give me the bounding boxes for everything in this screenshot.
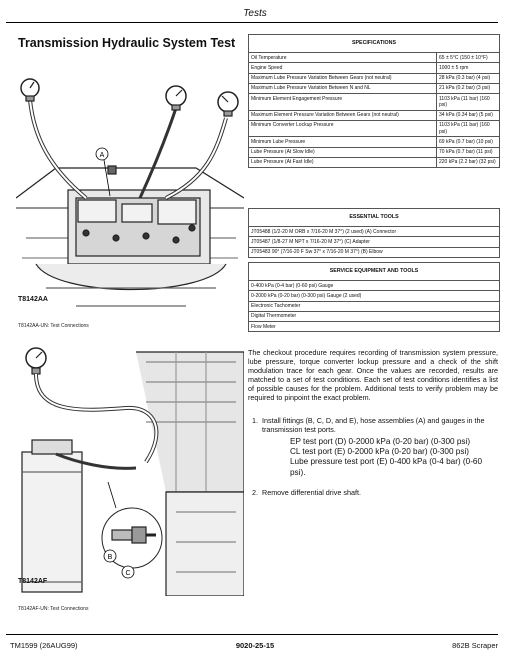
spec-value: 69 kPa (0.7 bar) (10 psi) bbox=[437, 137, 500, 147]
step-number: 1. bbox=[252, 416, 258, 425]
callout-label: A bbox=[99, 152, 105, 159]
spec-name: Lube Pressure (At Slow Idle) bbox=[249, 147, 437, 157]
step-number: 2. bbox=[252, 488, 258, 497]
figure-transmission-valve bbox=[16, 58, 244, 314]
table-row bbox=[249, 281, 500, 291]
procedure-intro: The checkout procedure requires recording of transmission system pressure, lube pressure, torque converter lockup pressure and a check of the shift modulation trace for each gear. Once the values are recorded, results are matched to a set of test conditions. Each set of test conditions identifies a list of possible causes for the problem. Additional tests to verify problem may be required to pinpoint the exact problem. bbox=[248, 348, 498, 403]
spec-value: 1103 kPa (11 bar) (160 psi) bbox=[437, 120, 500, 137]
figure-label: T8142AF bbox=[18, 578, 48, 585]
essential-tools-table bbox=[248, 208, 500, 258]
header-divider bbox=[6, 22, 498, 23]
table-row bbox=[249, 53, 500, 63]
spec-value: 21 kPa (0.2 bar) (3 psi) bbox=[437, 83, 500, 93]
test-connections-illustration bbox=[16, 342, 244, 596]
spec-value: 1000 ± 5 rpm bbox=[437, 63, 500, 73]
service-equipment-table bbox=[248, 262, 500, 332]
specifications-table bbox=[248, 34, 500, 168]
footer-document-id: TM1599 (26AUG99) bbox=[10, 641, 78, 650]
table-row bbox=[249, 94, 500, 111]
table-row bbox=[249, 157, 500, 167]
equipment-item: Digital Thermometer bbox=[249, 311, 500, 321]
figure-caption: T8142AA-UN: Test Connections bbox=[18, 323, 89, 329]
footer-divider bbox=[6, 634, 498, 635]
service-equipment-heading: SERVICE EQUIPMENT AND TOOLS bbox=[249, 263, 500, 281]
spec-name: Minimum Converter Lockup Pressure bbox=[249, 120, 437, 137]
spec-value: 70 kPa (0.7 bar) (11 psi) bbox=[437, 147, 500, 157]
spec-value: 1103 kPa (11 bar) (160 psi) bbox=[437, 94, 500, 111]
table-row bbox=[249, 83, 500, 93]
list-item: Lube pressure test port (E) 0-400 kPa (0-4 bar) (0-60 psi). bbox=[290, 457, 483, 477]
callout-label: C bbox=[125, 570, 131, 577]
spec-value: 220 kPa (2.2 bar) (32 psi) bbox=[437, 157, 500, 167]
table-row bbox=[249, 322, 500, 332]
spec-name: Engine Speed bbox=[249, 63, 437, 73]
table-row bbox=[249, 247, 500, 257]
step-text: Install fittings (B, C, D, and E), hose assemblies (A) and gauges in the transmission test ports. bbox=[262, 416, 485, 435]
callout-label: B bbox=[107, 554, 113, 561]
figure-test-connections bbox=[16, 342, 244, 596]
specifications-heading: SPECIFICATIONS bbox=[249, 35, 500, 53]
equipment-item: Electronic Tachometer bbox=[249, 301, 500, 311]
tool-item: JT05487 (1/8-27 M NPT x 7/16-20 M 37°) (C) Adapter bbox=[249, 237, 500, 247]
list-item: EP test port (D) 0-2000 kPa (0-20 bar) (0-300 psi) bbox=[290, 437, 471, 446]
spec-name: Maximum Lube Pressure Variation Between Gears (not neutral) bbox=[249, 73, 437, 83]
tool-item: JT05488 (1/2-20 M ORB x 7/16-20 M 37°) (2 used) (A) Connector bbox=[249, 227, 500, 237]
table-row bbox=[249, 110, 500, 120]
table-row bbox=[249, 63, 500, 73]
page-header-title: Tests bbox=[243, 8, 267, 19]
figure-label: T8142AA bbox=[18, 296, 48, 303]
tool-item: JT05483 90° (7/16-20 F Sw 37° x 7/16-20 M 37°) (B) Elbow bbox=[249, 247, 500, 257]
spec-name: Minimum Lube Pressure bbox=[249, 137, 437, 147]
equipment-item: 0-400 kPa (0-4 bar) (0-60 psi) Gauge bbox=[249, 281, 500, 291]
section-title: Transmission Hydraulic System Test bbox=[18, 36, 236, 50]
spec-value: 65 ± 5°C (150 ± 10°F) bbox=[437, 53, 500, 63]
table-row bbox=[249, 137, 500, 147]
step-text: Remove differential drive shaft. bbox=[262, 488, 361, 497]
essential-tools-heading: ESSENTIAL TOOLS bbox=[249, 209, 500, 227]
transmission-valve-illustration bbox=[16, 58, 244, 314]
procedure-step bbox=[252, 488, 492, 497]
table-row bbox=[249, 291, 500, 301]
table-row bbox=[249, 120, 500, 137]
spec-value: 34 kPa (0.34 bar) (5 psi) bbox=[437, 110, 500, 120]
table-row bbox=[249, 227, 500, 237]
spec-value: 28 kPa (0.3 bar) (4 psi) bbox=[437, 73, 500, 83]
spec-name: Maximum Element Pressure Variation Between Gears (not neutral) bbox=[249, 110, 437, 120]
spec-name: Lube Pressure (At Fast Idle) bbox=[249, 157, 437, 167]
spec-name: Oil Temperature bbox=[249, 53, 437, 63]
equipment-item: Flow Meter bbox=[249, 322, 500, 332]
footer-machine-model: 862B Scraper bbox=[452, 641, 498, 650]
list-item: CL test port (E) 0-2000 kPa (0-20 bar) (0-300 psi) bbox=[290, 447, 469, 457]
table-row bbox=[249, 73, 500, 83]
equipment-item: 0-2000 kPa (0-20 bar) (0-300 psi) Gauge (2 used) bbox=[249, 291, 500, 301]
spec-name: Minimum Element Engagement Pressure bbox=[249, 94, 437, 111]
table-row bbox=[249, 311, 500, 321]
table-row bbox=[249, 147, 500, 157]
test-port-list bbox=[290, 437, 495, 478]
figure-caption: T8142AF-UN: Test Connections bbox=[18, 606, 89, 612]
procedure-step bbox=[252, 416, 492, 434]
table-row bbox=[249, 301, 500, 311]
spec-name: Maximum Lube Pressure Variation Between N and NL bbox=[249, 83, 437, 93]
footer-page-number: 9020-25-15 bbox=[235, 641, 275, 650]
table-row bbox=[249, 237, 500, 247]
